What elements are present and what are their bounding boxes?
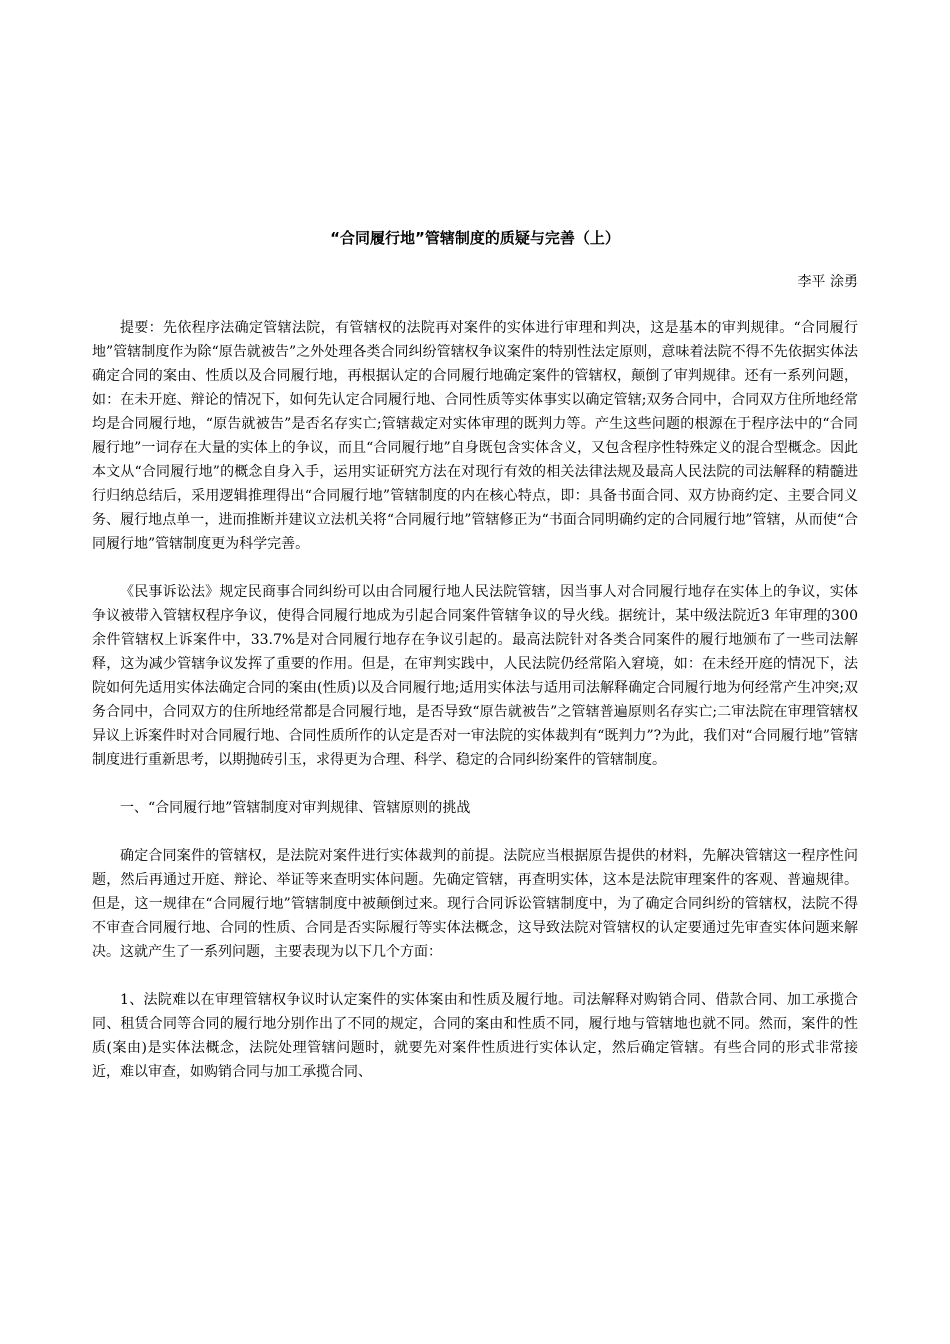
abstract-paragraph: 提要：先依程序法确定管辖法院，有管辖权的法院再对案件的实体进行审理和判决，这是基本的审判规律。“合同履行地”管辖制度作为除“原告就被告”之外处理各类合同纠纷管辖权争议案件的特别性法定原则，意味着法院不得不先依据实体法确定合同的案由、性质以及合同履行地，再根据认定的合同履行地确定案件的管辖权，颠倒了审判规律。还有一系列问题，如：在未开庭、辩论的情况下，如何先认定合同履行地、合同性质等实体事实以确定管辖;双务合同中，合同双方住所地经常均是合同履行地，“原告就被告”是否名存实亡;管辖裁定对实体审理的既判力等。产生这些问题的根源在于程序法中的“合同履行地”一词存在大量的实体上的争议，而且“合同履行地”自身既包含实体含义，又包含程序性特殊定义的混合型概念。因此本文从“合同履行地”的概念自身入手，运用实证研究方法在对现行有效的相关法律法规及最高人民法院的司法解释的精髓进行归纳总结后，采用逻辑推理得出“合同履行地”管辖制度的内在核心特点，即：具备书面合同、双方协商约定、主要合同义务、履行地点单一，进而推断并建议立法机关将“合同履行地”管辖修正为“书面合同明确约定的合同履行地”管辖，从而使“合同履行地”管辖制度更为科学完善。 [92,320,858,552]
intro-paragraph: 《民事诉讼法》规定民商事合同纠纷可以由合同履行地人民法院管辖，因当事人对合同履行地存在实体上的争议，实体争议被带入管辖权程序争议，使得合同履行地成为引起合同案件管辖争议的导火线。据统计，某中级法院近3 年审理的300余件管辖权上诉案件中，33.7%是对合同履行地存在争议引起的。最高法院针对各类合同案件的履行地颁布了一些司法解释，这为减少管辖争议发挥了重要的作用。但是，在审判实践中，人民法院仍经常陷入窘境，如：在未经开庭的情况下，法院如何先适用实体法确定合同的案由(性质)以及合同履行地;适用实体法与适用司法解释确定合同履行地为何经常产生冲突;双务合同中，合同双方的住所地经常都是合同履行地，是否导致“原告就被告”之管辖普遍原则名存实亡;二审法院在审理管辖权异议上诉案件时对合同履行地、合同性质所作的认定是否对一审法院的实体裁判有“既判力”?为此，我们对“合同履行地”管辖制度进行重新思考，以期抛砖引玉，求得更为合理、科学、稳定的合同纠纷案件的管辖制度。 [92,584,858,768]
document-authors: 李平 涂勇 [797,274,858,290]
document-title: “合同履行地”管辖制度的质疑与完善（上） [330,229,620,247]
section-1-paragraph: 确定合同案件的管辖权，是法院对案件进行实体裁判的前提。法院应当根据原告提供的材料，先解决管辖这一程序性问题，然后再通过开庭、辩论、举证等来查明实体问题。先确定管辖，再查明实体，这本是法院审理案件的客观、普遍规律。但是，这一规律在“合同履行地”管辖制度中被颠倒过来。现行合同诉讼管辖制度中，为了确定合同纠纷的管辖权，法院不得不审查合同履行地、合同的性质、合同是否实际履行等实体法概念，这导致法院对管辖权的认定要通过先审查实体问题来解决。这就产生了一系列问题，主要表现为以下几个方面： [92,848,858,960]
section-1-heading: 一、“合同履行地”管辖制度对审判规律、管辖原则的挑战 [120,800,471,816]
point-1-paragraph: 1、法院难以在审理管辖权争议时认定案件的实体案由和性质及履行地。司法解释对购销合同、借款合同、加工承揽合同、租赁合同等合同的履行地分别作出了不同的规定，合同的案由和性质不同，履行地与管辖地也就不同。然而，案件的性质(案由)是实体法概念，法院处理管辖问题时，就要先对案件性质进行实体认定，然后确定管辖。有些合同的形式非常接近，难以审查，如购销合同与加工承揽合同、 [92,992,858,1080]
